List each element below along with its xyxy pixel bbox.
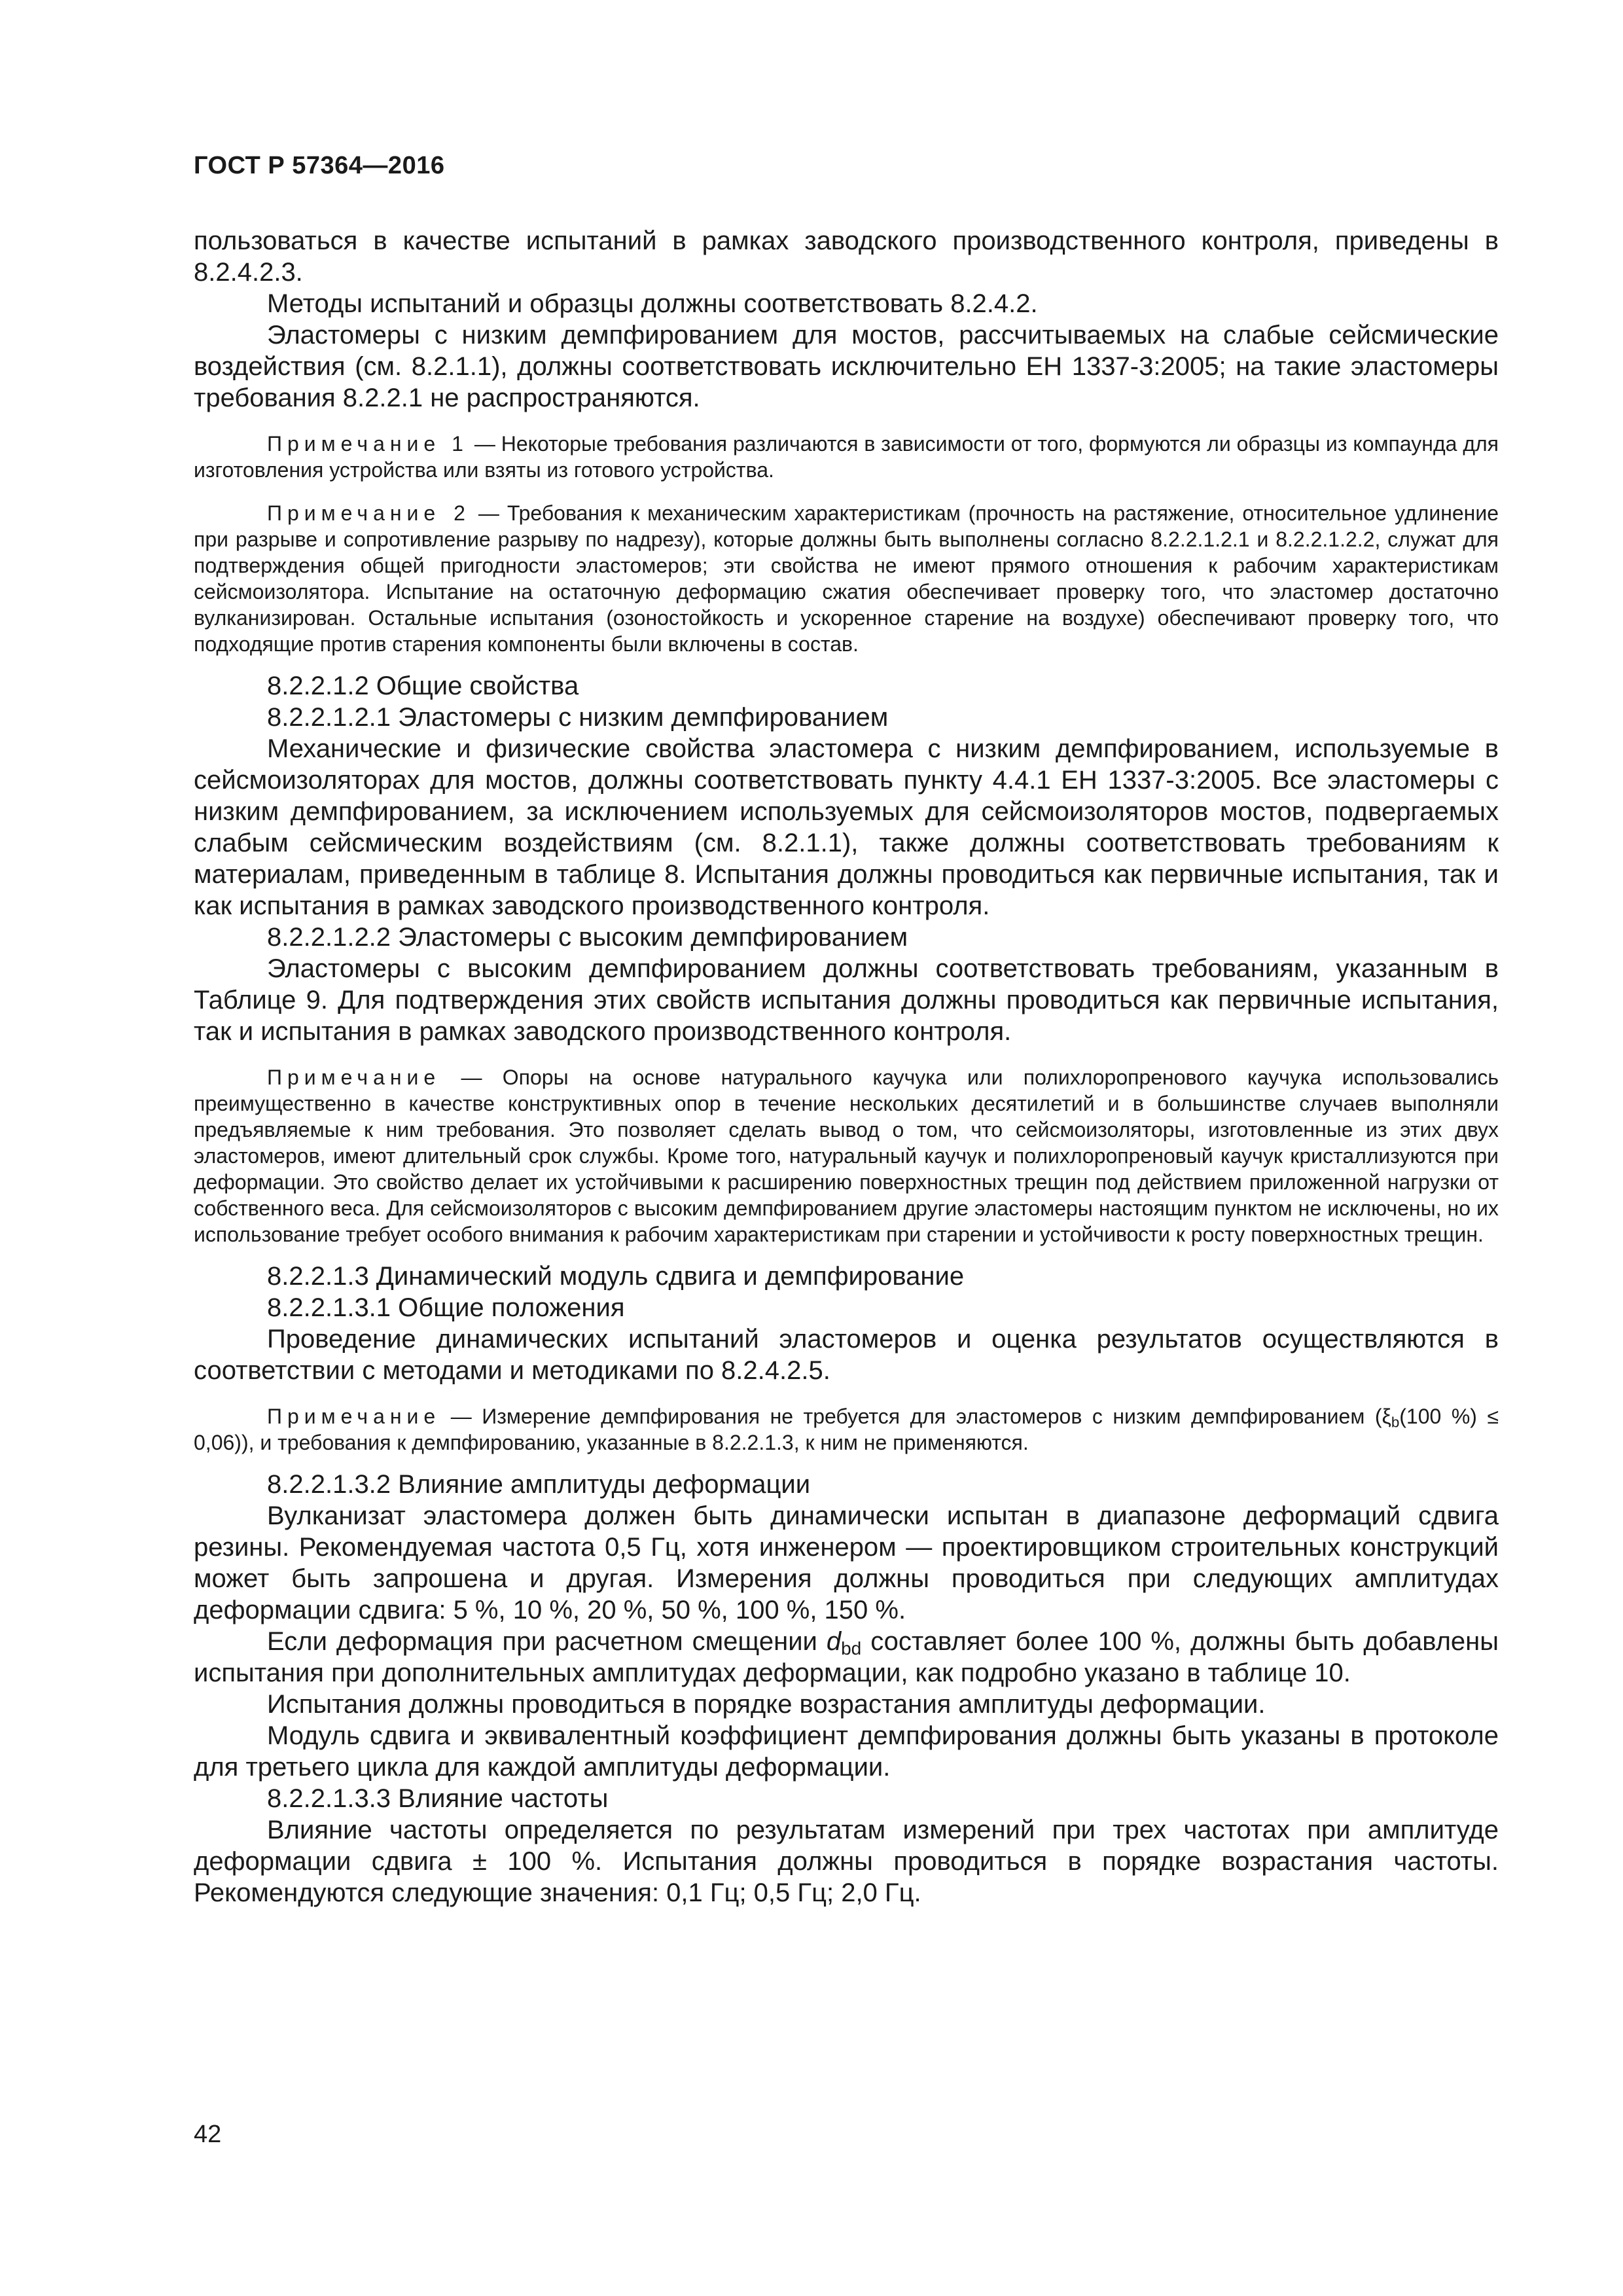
note-label: Примечание — [267, 1066, 441, 1089]
paragraph: Проведение динамических испытаний эластомеров и оценка результатов осуществляются в соответствии с методами и методиками по 8.2.4.2.5. — [194, 1325, 1499, 1385]
section-heading: 8.2.2.1.3.1 Общие положения — [267, 1293, 625, 1322]
paragraph: Модуль сдвига и эквивалентный коэффициент демпфирования должны быть указаны в протоколе для третьего цикла для каждой амплитуды деформации. — [194, 1721, 1499, 1782]
paragraph — [194, 1626, 1499, 1689]
subscript: bd — [841, 1638, 862, 1659]
page-number: 42 — [194, 2121, 222, 2148]
note-text: — Опоры на основе натурального каучука или полихлоропренового каучука использовались преимущественно в качестве конструктивных опор в течение нескольких десятилетий и в большинстве случаев выполняли предъявляемые к ним требования. Это позволяет сделать вывод о том, что сейсмоизоляторы, изготовленные из этих двух эластомеров, имеют длительный срок службы. Кроме того, натуральный каучук и полихлоропреновый каучук кристаллизуются при деформации. Это свойство делает их устойчивыми к расширению поверхностных трещин под действием приложенной нагрузки от собственного веса. Для сейсмоизоляторов с высоким демпфированием другие эластомеры настоящим пунктом не исключены, но их использование требует особого внимания к рабочим характеристикам при старении и устойчивости к росту поверхностных трещин. — [194, 1066, 1499, 1246]
note-text: — Измерение демпфирования не требуется для эластомеров с низким демпфированием (ξ — [440, 1405, 1391, 1428]
section-heading: 8.2.2.1.2.2 Эластомеры с высоким демпфированием — [267, 923, 908, 952]
note-3 — [194, 1064, 1499, 1247]
paragraph: Методы испытаний и образцы должны соответствовать 8.2.4.2. — [267, 289, 1038, 318]
text: составляет более 100 %, должны быть добавлены испытания при дополнительных амплитудах деформации, как подробно указано в таблице 10. — [194, 1627, 1499, 1687]
note-text: — Некоторые требования различаются в зависимости от того, формуются ли образцы из компаунда для изготовления устройства или взяты из готового устройства. — [194, 432, 1499, 482]
document-header: ГОСТ Р 57364—2016 — [194, 152, 445, 179]
note-label: Примечание 2 — [267, 501, 471, 525]
section-heading: 8.2.2.1.3.3 Влияние частоты — [267, 1784, 609, 1813]
paragraph: Эластомеры с низким демпфированием для мостов, рассчитываемых на слабые сейсмические воздействия (см. 8.2.1.1), должны соответствовать исключительно ЕН 1337-3:2005; на такие эластомеры требования 8.2.2.1 не распространяются. — [194, 321, 1499, 412]
paragraph: Эластомеры с высоким демпфированием должны соответствовать требованиям, указанным в Таблице 9. Для подтверждения этих свойств испытания должны проводиться как первичные испытания, так и испытания в рамках заводского производственного контроля. — [194, 954, 1499, 1046]
subscript: b — [1391, 1414, 1400, 1431]
note-2 — [194, 500, 1499, 657]
paragraph: Механические и физические свойства эластомера с низким демпфированием, используемые в сейсмоизоляторах для мостов, должны соответствовать пункту 4.4.1 ЕН 1337-3:2005. Все эластомеры с низким демпфированием, за исключением используемых для сейсмоизоляторов мостов, подвергаемых слабым сейсмическим воздействиям (см. 8.2.1.1), также должны соответствовать требованиям к материалам, приведенным в таблице 8. Испытания должны проводиться как первичные испытания, так и как испытания в рамках заводского производственного контроля. — [194, 734, 1499, 920]
paragraph: пользоваться в качестве испытаний в рамках заводского производственного контроля, приведены в 8.2.4.2.3. — [194, 226, 1499, 287]
paragraph: Вулканизат эластомера должен быть динамически испытан в диапазоне деформаций сдвига резины. Рекомендуемая частота 0,5 Гц, хотя инженером — проектировщиком строительных конструкций может быть запрошена и другая. Измерения должны проводиться при следующих амплитудах деформации сдвига: 5 %, 10 %, 20 %, 50 %, 100 %, 150 %. — [194, 1501, 1499, 1624]
section-heading: 8.2.2.1.3.2 Влияние амплитуды деформации — [267, 1470, 811, 1499]
note-text: — Требования к механическим характеристикам (прочность на растяжение, относительное удлинение при разрыве и сопротивление разрыву по надрезу), которые должны быть выполнены согласно 8.2.2.1.2.1 и 8.2.2.1.2.2, служат для подтверждения общей пригодности эластомеров; эти свойства не имеют прямого отношения к рабочим характеристикам сейсмоизолятора. Испытание на остаточную деформацию сжатия обеспечивает проверку того, что эластомер достаточно вулканизирован. Остальные испытания (озоностойкость и ускоренное старение на воздухе) обеспечивают проверку того, что подходящие против старения компоненты были включены в состав. — [194, 501, 1499, 656]
note-label: Примечание — [267, 1405, 441, 1428]
note-4 — [194, 1403, 1499, 1456]
variable: d — [826, 1627, 842, 1656]
paragraph: Влияние частоты определяется по результатам измерений при трех частотах при амплитуде деформации сдвига ± 100 %. Испытания должны проводиться в порядке возрастания частоты. Рекомендуются следующие значения: 0,1 Гц; 0,5 Гц; 2,0 Гц. — [194, 1816, 1499, 1907]
section-heading: 8.2.2.1.2 Общие свойства — [267, 672, 579, 700]
section-heading: 8.2.2.1.2.1 Эластомеры с низким демпфированием — [267, 703, 889, 732]
paragraph: Испытания должны проводиться в порядке возрастания амплитуды деформации. — [267, 1690, 1266, 1719]
note-1 — [194, 431, 1499, 483]
note-text: (100 %) ≤ 0,06)), и требования к демпфированию, указанные в 8.2.2.1.3, к ним не применяются. — [194, 1405, 1499, 1454]
section-heading: 8.2.2.1.3 Динамический модуль сдвига и демпфирование — [267, 1262, 965, 1291]
note-label: Примечание 1 — [267, 432, 469, 456]
document-body — [194, 225, 1499, 1909]
text: Если деформация при расчетном смещении — [267, 1627, 827, 1656]
